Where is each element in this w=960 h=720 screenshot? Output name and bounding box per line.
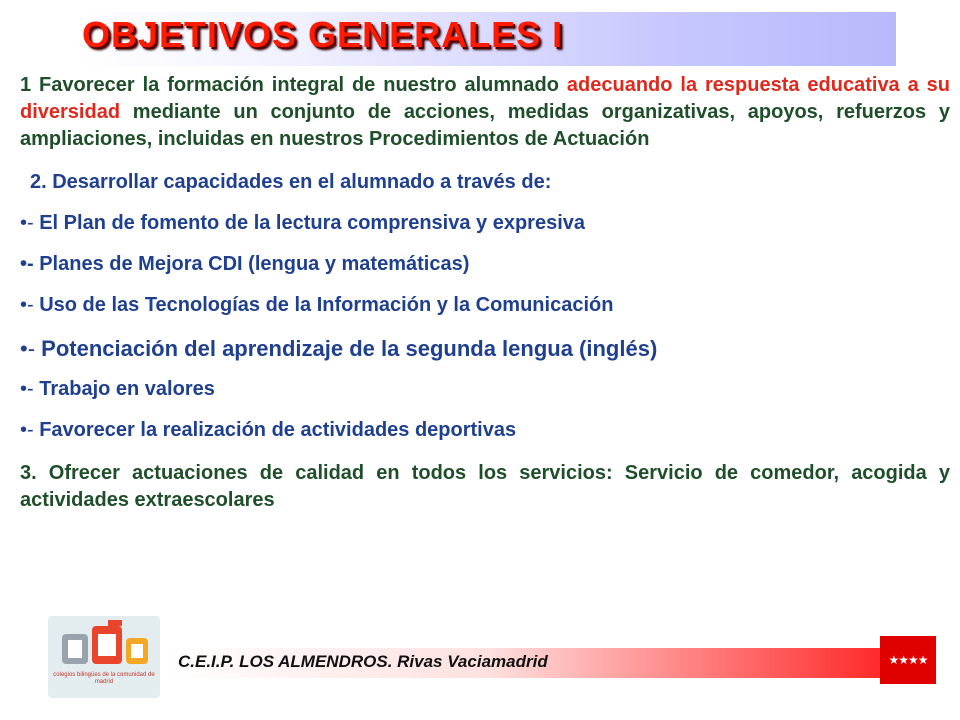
objective-1-text-c: mediante un conjunto de acciones, medidas organizativas, apoyos, refuerzos y ampliaciones, incluidas en nuestros Procedimientos de Actuación <box>20 101 950 150</box>
bullet-text: Potenciación del aprendizaje de la segunda lengua (inglés) <box>41 336 658 361</box>
bullet-item <box>20 251 950 278</box>
objective-3: 3. Ofrecer actuaciones de calidad en todos los servicios: Servicio de comedor, acogida y actividades extraescolares <box>20 462 950 511</box>
comunidad-madrid-flag <box>880 636 936 684</box>
bullet-text: Uso de las Tecnologías de la Información y la Comunicación <box>39 294 614 316</box>
bullet-marker: •- <box>20 419 40 441</box>
flag-stars: ★★★★ <box>888 653 928 667</box>
slide-content <box>20 72 950 514</box>
objective-1-text-a: 1 Favorecer la formación integral de nuestro alumnado <box>20 74 567 96</box>
bullet-marker: •- <box>20 336 42 361</box>
colegios-bilingues-logo <box>48 616 160 698</box>
bullet-text: Planes de Mejora CDI (lengua y matemáticas) <box>39 253 470 275</box>
slide-title: OBJETIVOS GENERALES I <box>82 14 564 55</box>
bullet-text: Favorecer la realización de actividades deportivas <box>39 419 517 441</box>
logo-text: colegios bilingües de la comunidad de madrid <box>53 672 155 685</box>
bullet-item <box>20 417 950 444</box>
bullet-marker: •- <box>20 294 40 316</box>
bullet-item <box>20 376 950 403</box>
bullet-text: Trabajo en valores <box>39 378 215 400</box>
bullet-text: El Plan de fomento de la lectura comprensiva y expresiva <box>39 212 585 234</box>
bullet-item <box>20 335 950 362</box>
objective-1-highlight: adecuando la respuesta educativa a su diversidad <box>20 74 951 123</box>
school-name: C.E.I.P. LOS ALMENDROS. Rivas Vaciamadrid <box>178 652 548 671</box>
bullet-item <box>20 210 950 237</box>
bullet-marker: •- <box>20 253 40 275</box>
bullet-marker: •- <box>20 212 40 234</box>
objective-2: 2. Desarrollar capacidades en el alumnado a través de: <box>30 171 552 193</box>
objective-1 <box>20 72 950 153</box>
bullet-item <box>20 292 950 319</box>
bullet-marker: •- <box>20 378 40 400</box>
